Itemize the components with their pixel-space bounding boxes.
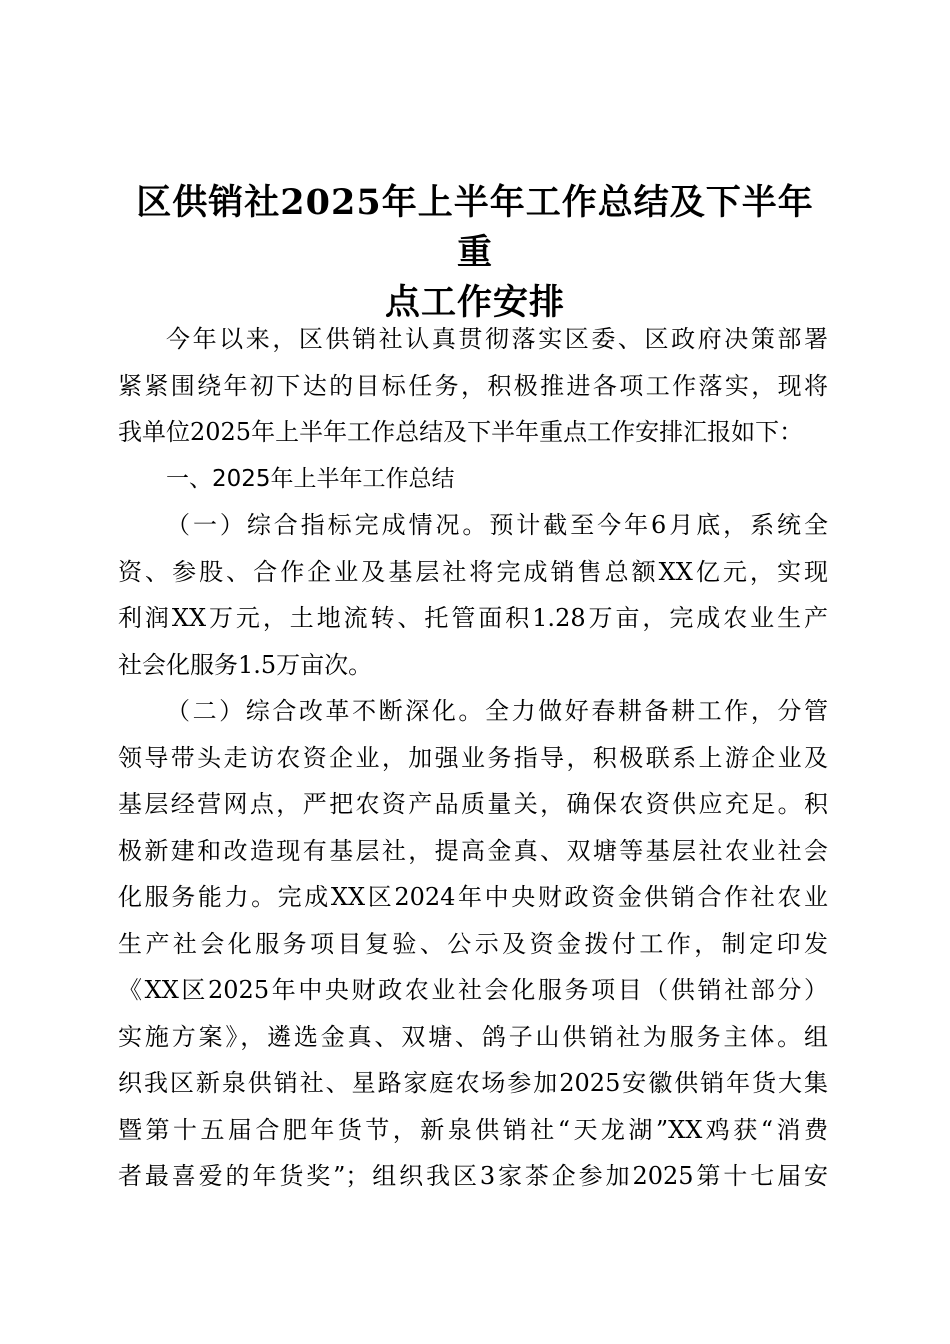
paragraph-line: 暨第十五届合肥年货节，新泉供销社“天龙湖”XX鸡获“消费 <box>118 1115 828 1144</box>
section-heading: 一、2025年上半年工作总结 <box>166 465 455 492</box>
paragraph-line: （一）综合指标完成情况。预计截至今年6月底，系统全 <box>166 511 828 539</box>
paragraph-line: （二）综合改革不断深化。全力做好春耕备耕工作，分管 <box>166 697 828 725</box>
paragraph-line: 极新建和改造现有基层社，提高金真、双塘等基层社农业社会 <box>118 836 828 865</box>
paragraph-line: 者最喜爱的年货奖”；组织我区3家茶企参加2025第十七届安 <box>118 1162 828 1190</box>
paragraph-line: 社会化服务1.5万亩次。 <box>118 650 373 679</box>
paragraph-line: 资、参股、合作企业及基层社将完成销售总额XX亿元，实现 <box>118 557 828 586</box>
title-line-1: 区供销社2025年上半年工作总结及下半年重 <box>136 182 814 273</box>
paragraph-line: 实施方案》，遴选金真、双塘、鸽子山供销社为服务主体。组 <box>118 1022 828 1051</box>
document-body <box>118 316 828 1200</box>
title-line-2: 点工作安排 <box>384 282 565 323</box>
document-title <box>120 178 830 328</box>
paragraph-line: 我单位2025年上半年工作总结及下半年重点工作安排汇报如下： <box>118 418 804 446</box>
paragraph-line: 今年以来，区供销社认真贯彻落实区委、区政府决策部署 <box>166 325 828 353</box>
paragraph-line: 紧紧围绕年初下达的目标任务，积极推进各项工作落实，现将 <box>118 371 828 400</box>
paragraph-line: 利润XX万元，土地流转、托管面积1.28万亩，完成农业生产 <box>118 604 828 632</box>
paragraph-line: 化服务能力。完成XX区2024年中央财政资金供销合作社农业 <box>118 883 828 911</box>
paragraph-line: 领导带头走访农资企业，加强业务指导，积极联系上游企业及 <box>118 743 828 772</box>
paragraph-line: 生产社会化服务项目复验、公示及资金拨付工作，制定印发 <box>118 929 828 958</box>
paragraph-line: 《XX区2025年中央财政农业社会化服务项目（供销社部分） <box>118 976 828 1004</box>
paragraph-line: 基层经营网点，严把农资产品质量关，确保农资供应充足。积 <box>118 790 828 818</box>
paragraph-line: 织我区新泉供销社、星路家庭农场参加2025安徽供销年货大集 <box>118 1069 828 1097</box>
